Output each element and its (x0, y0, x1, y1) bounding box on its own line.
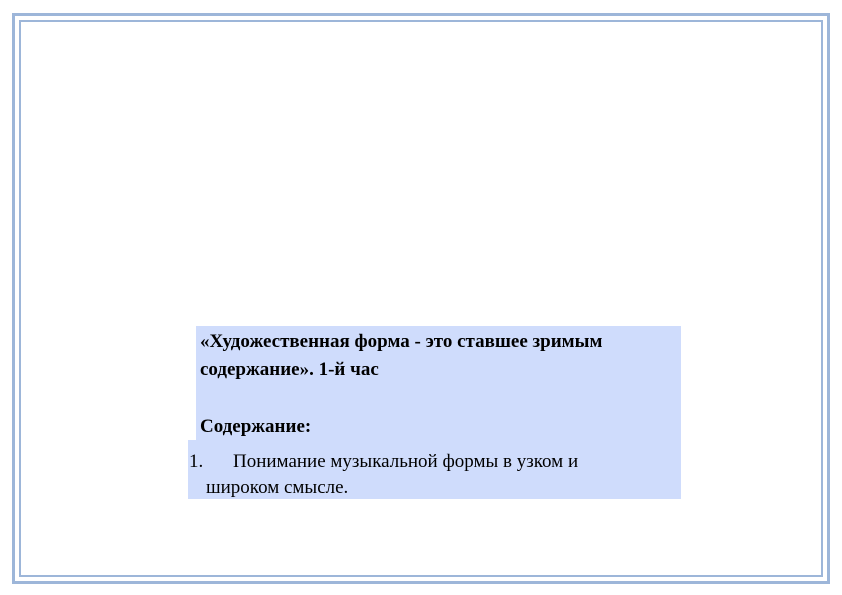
contents-heading: Содержание: (200, 416, 312, 437)
list-item-text-line2: широком смысле. (206, 477, 349, 498)
list-item-text-line1: Понимание музыкальной формы в узком и (233, 451, 579, 472)
slide-title: «Художественная форма - это ставшее зримым содержание». 1-й час (200, 331, 603, 380)
list-item (189, 449, 677, 501)
list-item-number: 1. (189, 451, 204, 472)
